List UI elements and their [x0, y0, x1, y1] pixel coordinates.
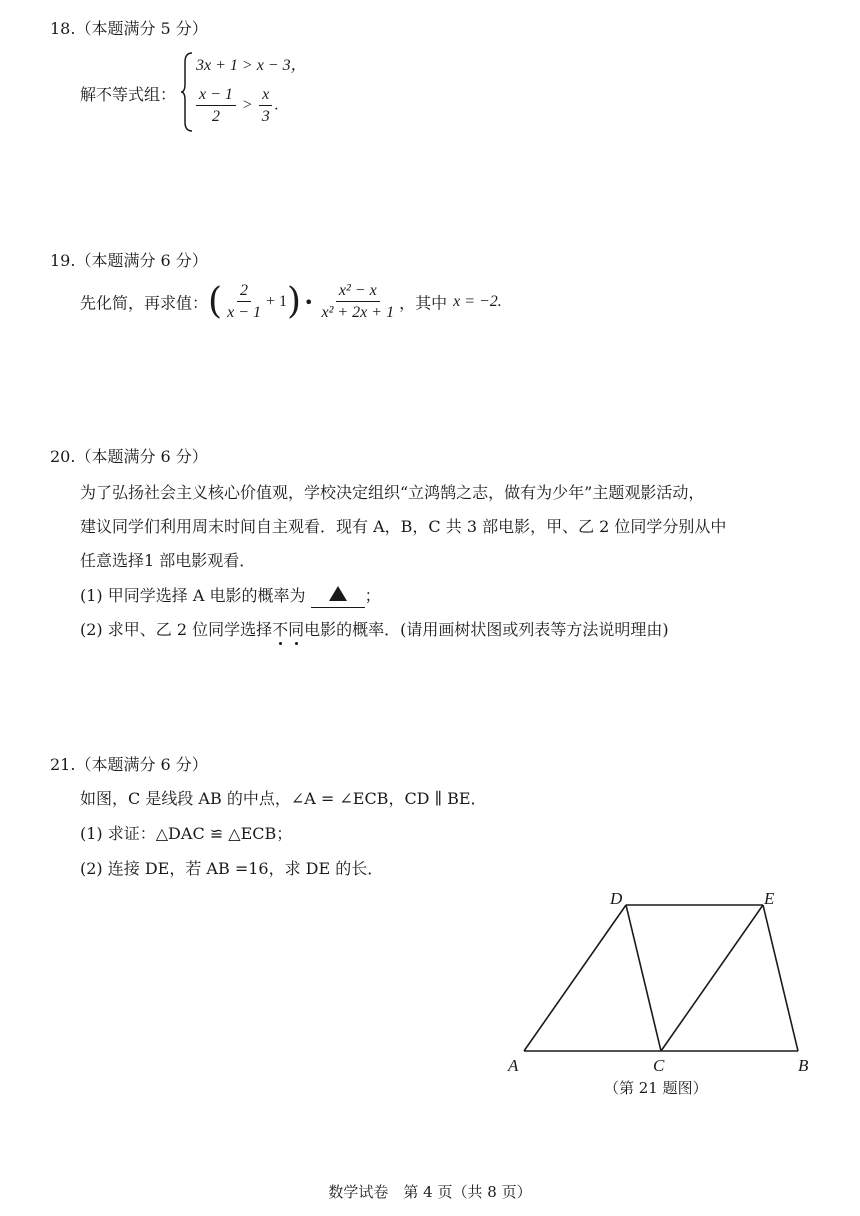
q18-op: >	[241, 96, 253, 114]
q21-score: （本题满分 6 分）	[75, 755, 208, 774]
q19-dot: •	[304, 292, 314, 312]
q20-emphasis-2: 同	[288, 620, 305, 639]
q20-p1-end: ；	[364, 586, 381, 605]
figure-lines	[524, 905, 798, 1051]
q18-score: （本题满分 5 分）	[75, 19, 208, 38]
triangle-icon	[329, 586, 347, 601]
q20-line-1: 为了弘扬社会主义核心价值观，学校决定组织“立鸿鹄之志，做有为少年”主题观影活动，	[80, 483, 705, 502]
label-b: B	[798, 1056, 809, 1075]
q18-inequality-1: 3x + 1 > x − 3，	[196, 57, 307, 74]
segment-dc	[626, 905, 661, 1051]
answer-blank[interactable]	[311, 588, 365, 608]
q20-emphasis-1: 不	[272, 620, 289, 639]
q19-f1-den: x − 1	[227, 304, 261, 321]
q20-line-3: 任意选择1 部电影观看．	[80, 551, 256, 570]
q21-part-1: (1) 求证：△DAC ≌ △ECB；	[80, 824, 293, 843]
q18-brace	[181, 52, 193, 132]
q19-tail-text: ，其中	[399, 293, 448, 313]
q18-number: 18.	[50, 19, 76, 38]
label-e: E	[764, 889, 775, 908]
q19-prompt: 先化简，再求值：	[80, 293, 209, 313]
q18-header	[50, 16, 208, 39]
q21-header	[50, 752, 208, 775]
q20-p2-pre: (2) 求甲、乙 2 位同学选择	[80, 620, 273, 639]
segment-ad	[524, 905, 626, 1051]
q20-p2-post: 电影的概率．(请用画树状图或列表等方法说明理由)	[304, 620, 669, 639]
q21-part-2: (2) 连接 DE，若 AB =16，求 DE 的长．	[80, 859, 384, 878]
q19-f1-num: 2	[237, 282, 251, 302]
q19-fraction-1	[224, 282, 264, 322]
q18-rhs-fraction	[259, 86, 273, 126]
label-d: D	[610, 889, 623, 908]
q21-geometry-figure	[498, 884, 828, 1104]
page-footer: 数学试卷 第 4 页（共 8 页）	[328, 1183, 532, 1201]
q18-inequality-2	[194, 86, 279, 126]
q18-end: .	[274, 96, 279, 114]
label-c: C	[653, 1056, 665, 1075]
q20-part-2	[80, 617, 669, 640]
q19-number: 19.	[50, 251, 76, 270]
q19-score: （本题满分 6 分）	[75, 251, 208, 270]
label-a: A	[508, 1056, 519, 1075]
q18-prompt: 解不等式组：	[80, 85, 177, 104]
q18-rhs-num: x	[259, 86, 272, 106]
q20-line-2: 建议同学们利用周末时间自主观看．现有 A，B，C 共 3 部电影，甲、乙 2 位同学分别从中	[80, 517, 727, 536]
q20-p1-text: (1) 甲同学选择 A 电影的概率为	[80, 586, 306, 605]
q18-rhs-den: 3	[261, 108, 270, 125]
q19-f2-num: x² − x	[336, 282, 380, 302]
figure-caption: （第 21 题图）	[604, 1079, 708, 1097]
q21-line-1: 如图，C 是线段 AB 的中点，∠A = ∠ECB，CD ∥ BE．	[80, 789, 487, 808]
q21-number: 21.	[50, 755, 76, 774]
q19-tail-math: x = −2.	[453, 293, 502, 310]
q18-lhs-num: x − 1	[196, 86, 236, 106]
segment-eb	[763, 905, 798, 1051]
q19-header	[50, 248, 208, 271]
q20-part-1	[80, 583, 381, 606]
q19-open-paren: (	[208, 281, 223, 322]
q19-expression	[80, 282, 502, 322]
q20-number: 20.	[50, 447, 76, 466]
q20-score: （本题满分 6 分）	[75, 447, 208, 466]
q19-f2-den: x² + 2x + 1	[321, 304, 395, 321]
q19-fraction-2	[318, 282, 397, 322]
q20-header	[50, 444, 208, 467]
segment-ce	[661, 905, 763, 1051]
q19-plus-one: + 1	[265, 293, 287, 310]
q18-lhs-fraction	[196, 86, 236, 126]
q19-close-paren: )	[287, 281, 302, 322]
q18-lhs-den: 2	[211, 108, 220, 125]
